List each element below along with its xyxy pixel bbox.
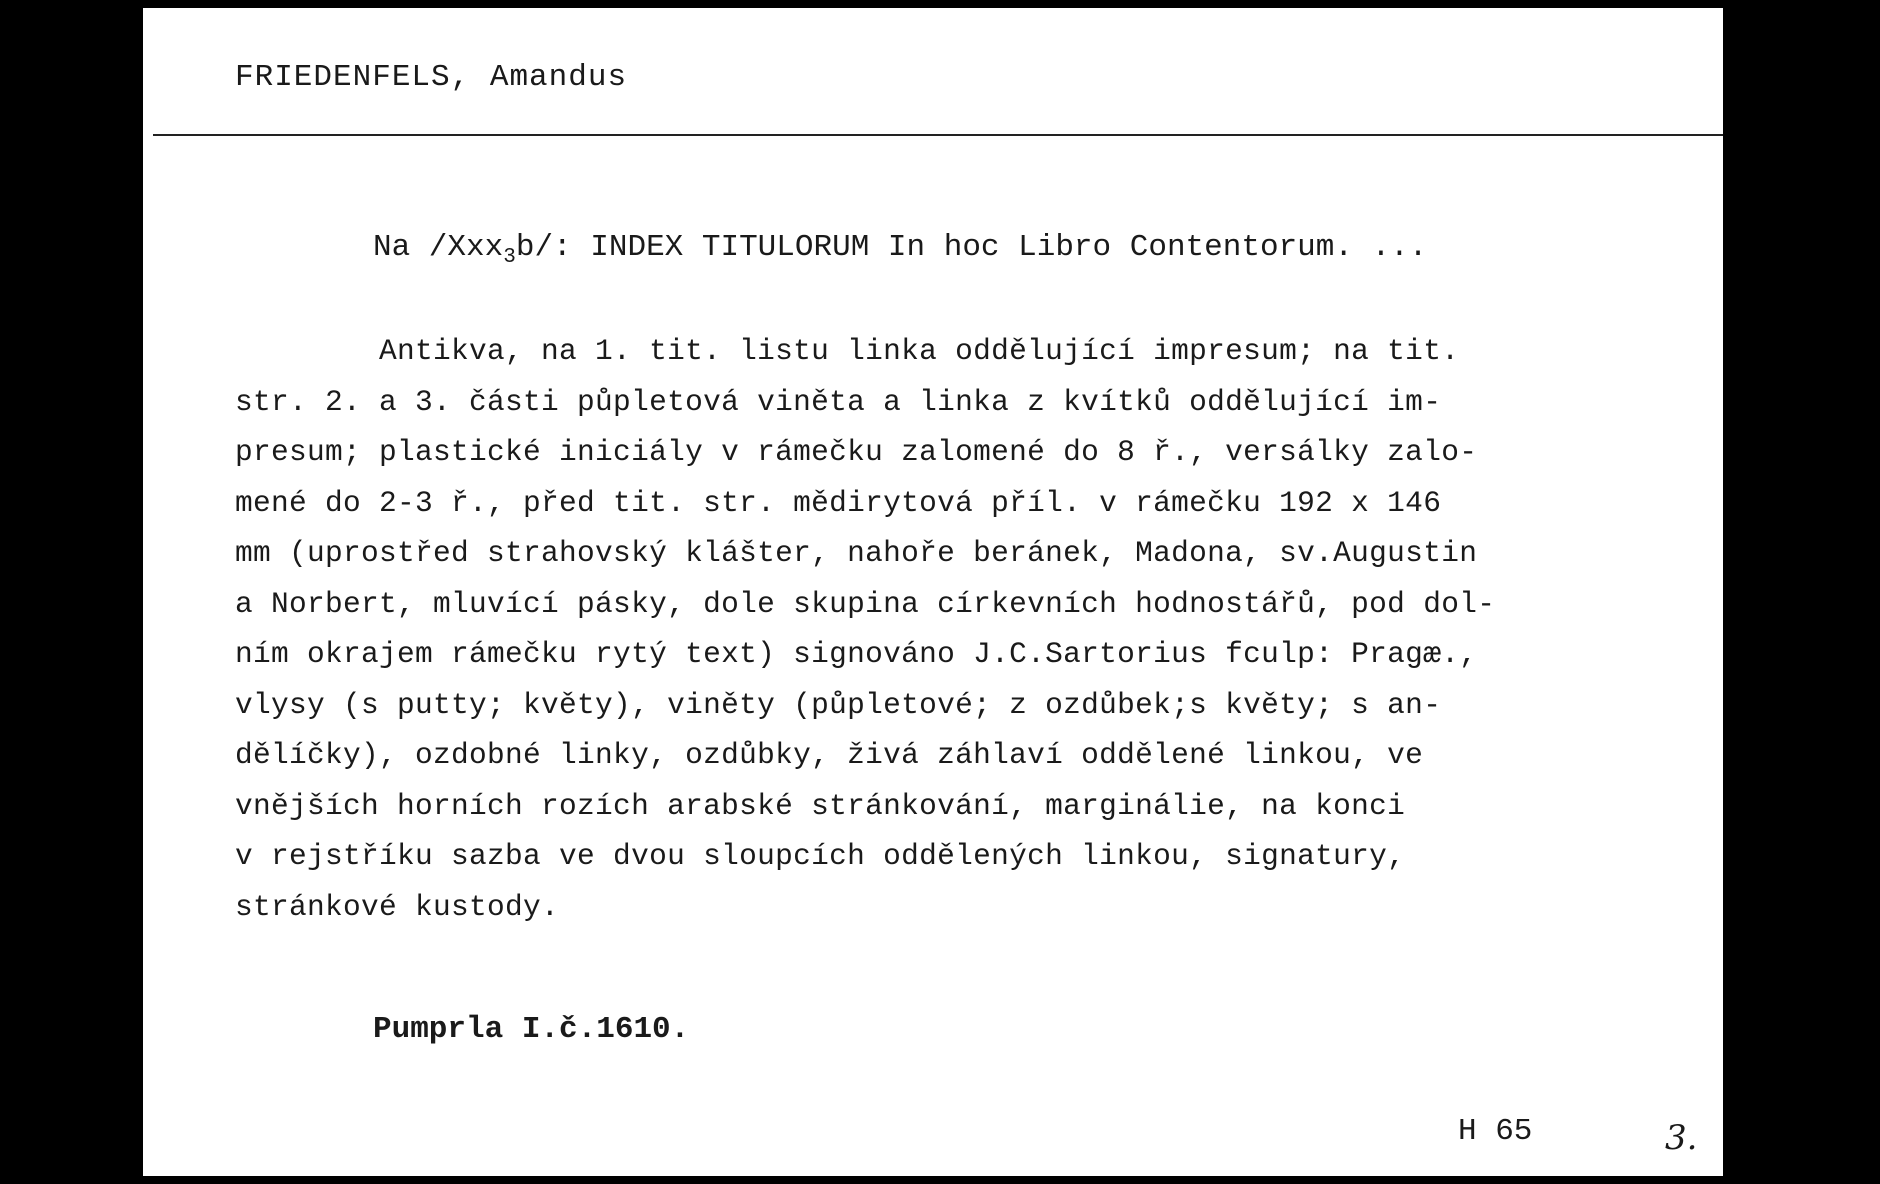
heading-rule xyxy=(153,134,1723,136)
index-suffix: b/: INDEX TITULORUM In hoc Libro Contentorum. ... xyxy=(515,230,1428,265)
description-line: vlysy (s putty; květy), viněty (půpletové; z ozdůbek;s květy; s an- xyxy=(235,687,1442,722)
index-subscript: 3 xyxy=(503,246,516,270)
description-paragraph xyxy=(235,326,1495,932)
description-line: presum; plastické iniciály v rámečku zalomené do 8 ř., versálky zalo- xyxy=(235,435,1478,469)
description-line: stránkové kustody. xyxy=(235,889,560,924)
description-line: mené do 2-3 ř., před tit. str. mědirytová příl. v rámečku 192 x 146 xyxy=(235,485,1442,520)
description-line: a Norbert, mluvící pásky, dole skupina církevních hodnostářů, pod dol- xyxy=(235,586,1496,621)
description-line: vnějších horních rozích arabské stránkování, marginálie, na konci xyxy=(235,788,1406,823)
description-line: v rejstříku sazba ve dvou sloupcích oddělených linkou, signatury, xyxy=(235,839,1406,873)
handwritten-number: 3. xyxy=(1665,1118,1698,1158)
card-heading: FRIEDENFELS, Amandus xyxy=(235,60,628,95)
description-line: str. 2. a 3. části půpletová viněta a linka z kvítků oddělující im- xyxy=(235,384,1442,419)
index-prefix: Na /Xxx xyxy=(373,230,504,265)
bibliographic-reference: Pumprla I.č.1610. xyxy=(373,1012,690,1047)
scan-border-strip xyxy=(1723,0,1880,1184)
index-title-line xyxy=(373,230,1427,269)
catalog-card xyxy=(143,8,1723,1176)
shelfmark: H 65 xyxy=(1458,1114,1533,1149)
description-line: mm (uprostřed strahovský klášter, nahoře beránek, Madona, sv.Augustin xyxy=(235,536,1478,570)
description-line: ním okrajem rámečku rytý text) signováno J.C.Sartorius fculp: Pragæ., xyxy=(235,637,1478,671)
description-line: Antikva, na 1. tit. listu linka oddělující impresum; na tit. xyxy=(235,334,1460,368)
description-line: dělíčky), ozdobné linky, ozdůbky, živá záhlaví oddělené linkou, ve xyxy=(235,738,1424,772)
